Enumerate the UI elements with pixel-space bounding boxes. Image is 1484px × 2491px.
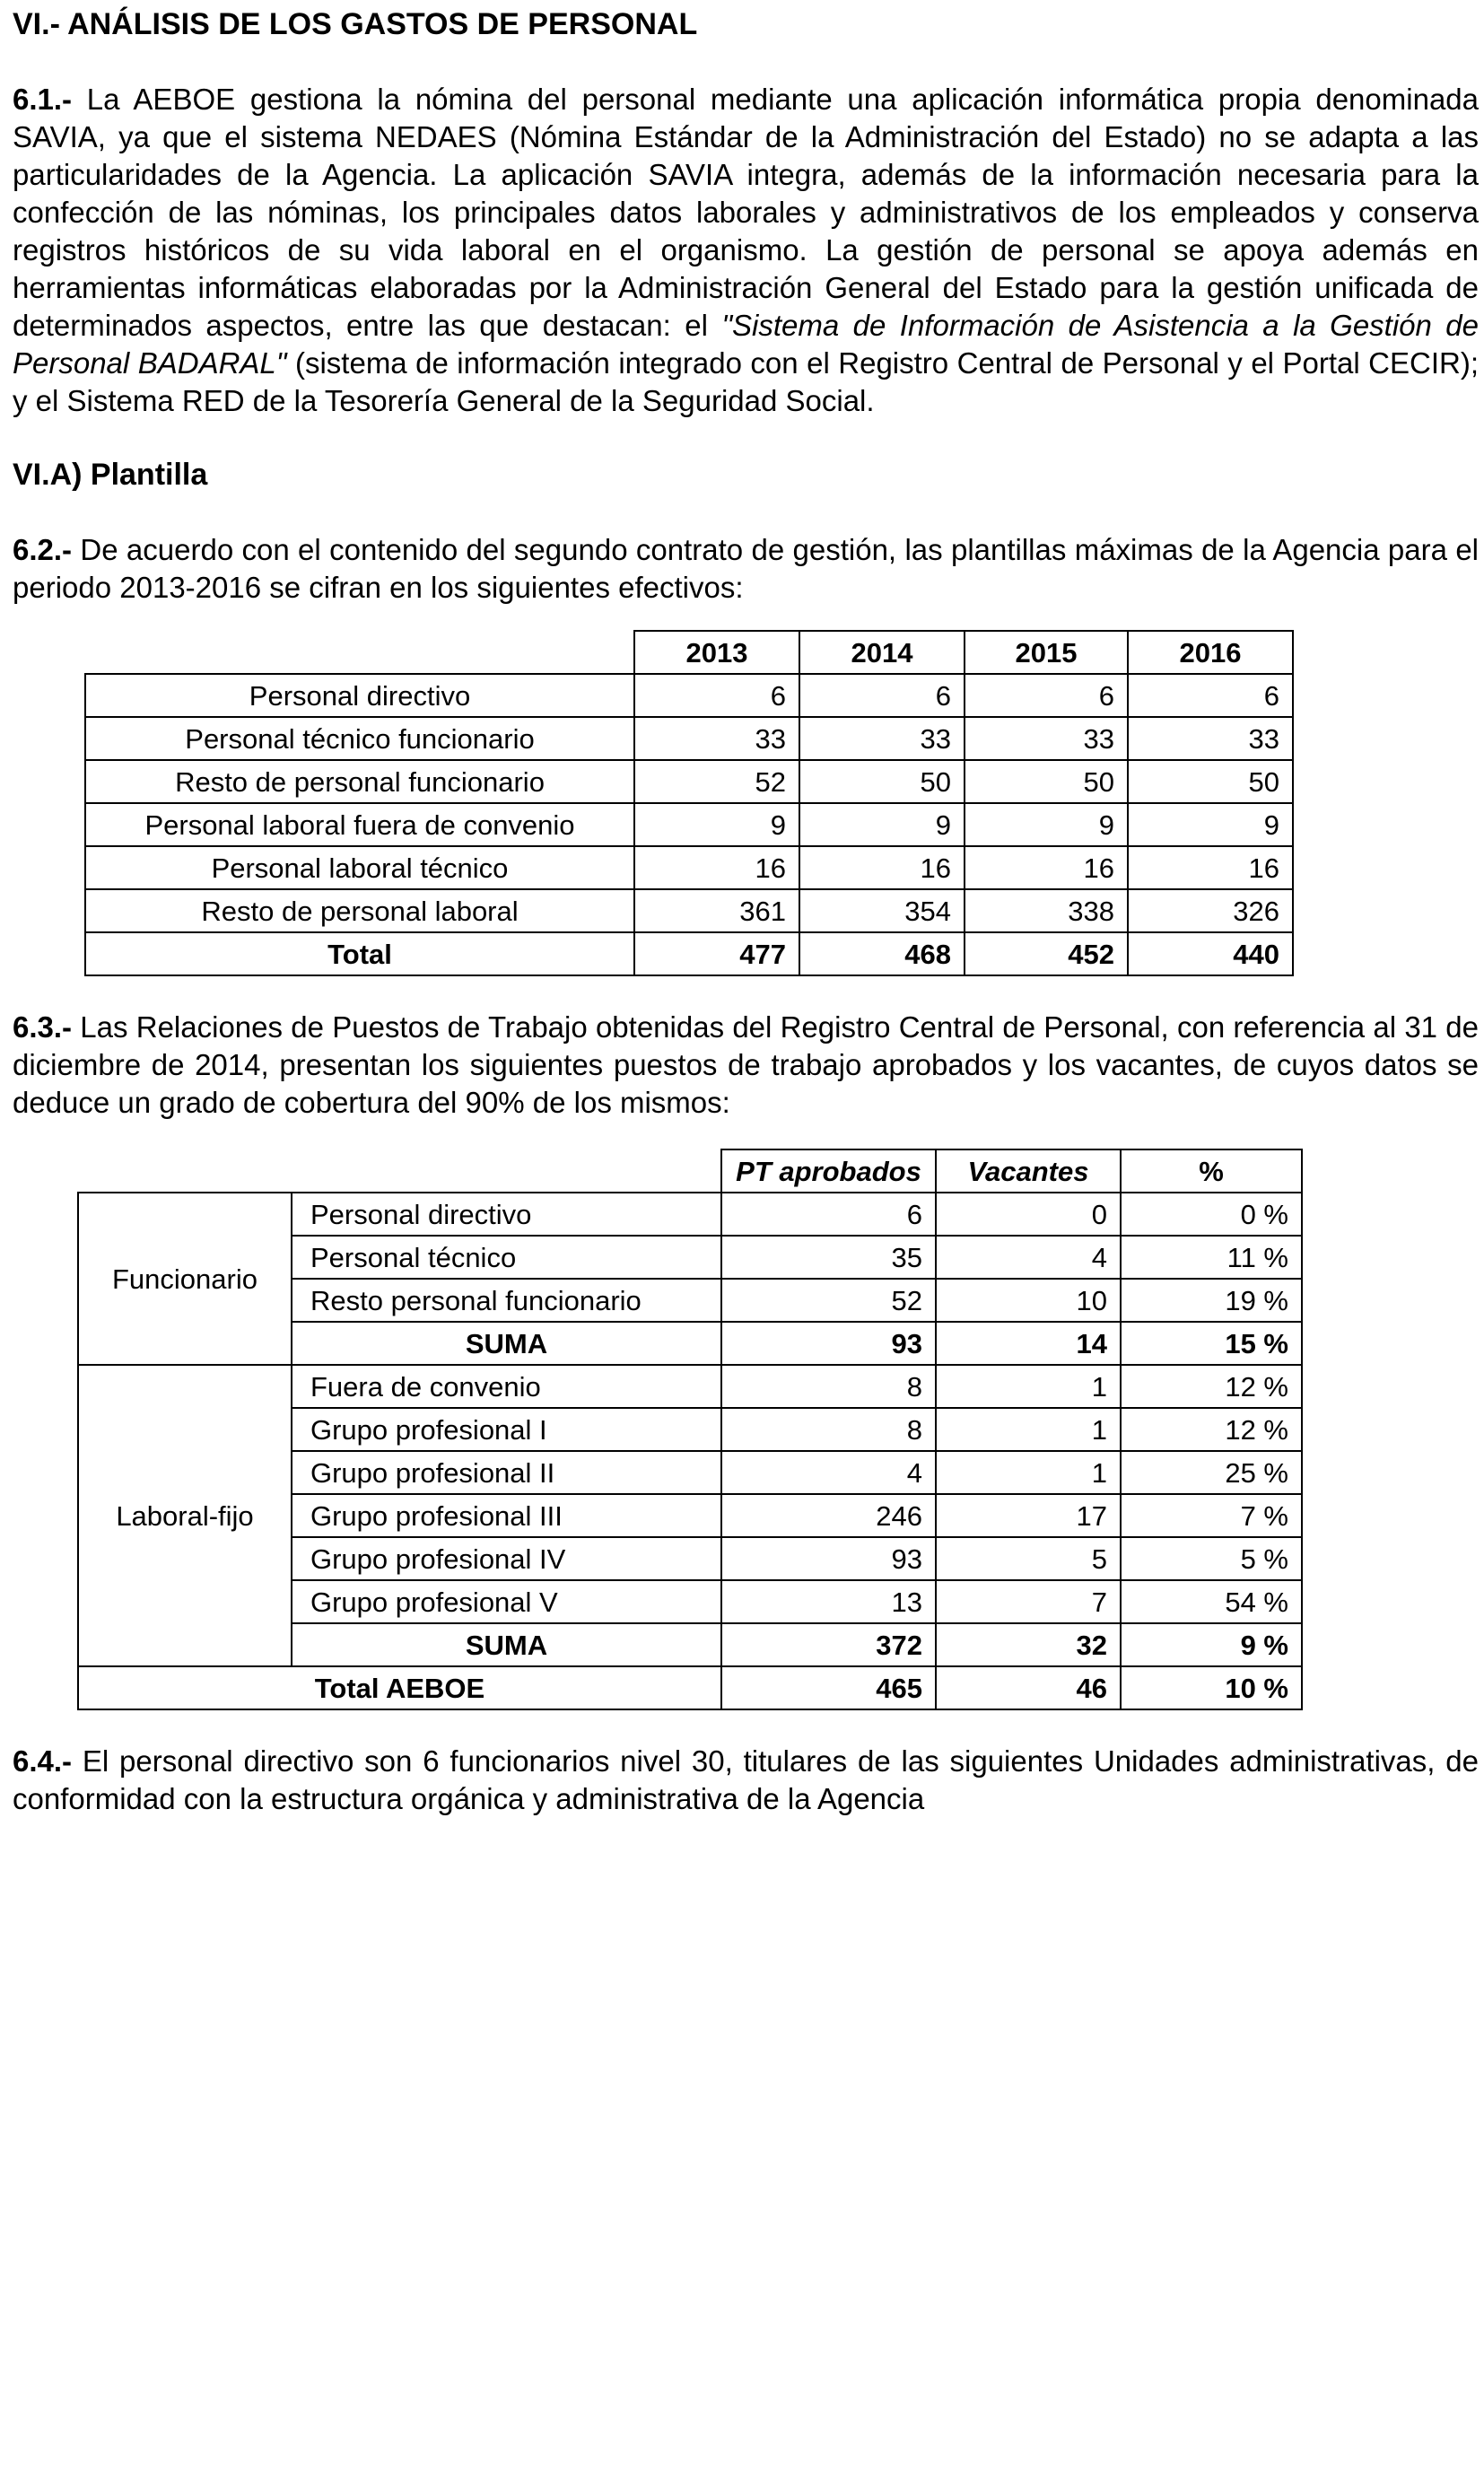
- cell-value: 9: [634, 803, 799, 846]
- total-value: 452: [965, 932, 1128, 975]
- row-label: Grupo profesional I: [292, 1408, 721, 1451]
- percent-value: 0 %: [1121, 1193, 1302, 1236]
- row-label: Grupo profesional IV: [292, 1537, 721, 1580]
- paragraph-6-4: [13, 1743, 1479, 1818]
- pt-aprobados-value: 8: [721, 1408, 936, 1451]
- pt-aprobados-value: 35: [721, 1236, 936, 1279]
- sum-pt-value: 372: [721, 1623, 936, 1666]
- vacantes-value: 1: [936, 1365, 1121, 1408]
- row-label: Personal laboral fuera de convenio: [85, 803, 634, 846]
- total-value: 468: [799, 932, 965, 975]
- table-header-row: [85, 631, 1293, 674]
- cell-value: 6: [965, 674, 1128, 717]
- paragraph-number: 6.1.-: [13, 83, 73, 116]
- row-label: Personal directivo: [292, 1193, 721, 1236]
- paragraph-6-2: [13, 531, 1479, 607]
- year-header: 2015: [965, 631, 1128, 674]
- vacantes-value: 17: [936, 1494, 1121, 1537]
- cell-value: 33: [799, 717, 965, 760]
- paragraph-text: (sistema de información integrado con el Registro Central de Personal y el Portal CECIR); y el Sistema RED de la Tesorería General de la Seguridad Social.: [13, 346, 1479, 417]
- table-row: [78, 1193, 1302, 1236]
- year-header: 2016: [1128, 631, 1293, 674]
- paragraph-number: 6.3.-: [13, 1010, 73, 1044]
- vacantes-value: 10: [936, 1279, 1121, 1322]
- group-label: Funcionario: [78, 1193, 292, 1365]
- vacantes-value: 7: [936, 1580, 1121, 1623]
- row-label: Resto personal funcionario: [292, 1279, 721, 1322]
- pt-aprobados-value: 52: [721, 1279, 936, 1322]
- paragraph-text: El personal directivo son 6 funcionarios nivel 30, titulares de las siguientes Unidades administrativas, de conformidad con la estructura orgánica y administrativa de la Agencia: [13, 1744, 1479, 1815]
- vacantes-value: 4: [936, 1236, 1121, 1279]
- paragraph-text: De acuerdo con el contenido del segundo contrato de gestión, las plantillas máximas de la Agencia para el periodo 2013-2016 se cifran en los siguientes efectivos:: [13, 533, 1479, 604]
- percent-value: 19 %: [1121, 1279, 1302, 1322]
- paragraph-6-3: [13, 1009, 1479, 1122]
- cell-value: 50: [965, 760, 1128, 803]
- total-value: 477: [634, 932, 799, 975]
- sum-vacantes-value: 14: [936, 1322, 1121, 1365]
- percent-value: 5 %: [1121, 1537, 1302, 1580]
- pt-aprobados-value: 93: [721, 1537, 936, 1580]
- cell-value: 9: [799, 803, 965, 846]
- percent-value: 25 %: [1121, 1451, 1302, 1494]
- cell-value: 361: [634, 889, 799, 932]
- table-row: [85, 674, 1293, 717]
- vacantes-value: 0: [936, 1193, 1121, 1236]
- table-header-row: [78, 1149, 1302, 1193]
- section-title: VI.- ANÁLISIS DE LOS GASTOS DE PERSONAL: [13, 7, 698, 41]
- total-vacantes-value: 46: [936, 1666, 1121, 1709]
- pt-aprobados-value: 6: [721, 1193, 936, 1236]
- paragraph-text: La AEBOE gestiona la nómina del personal mediante una aplicación informática propia denominada SAVIA, ya que el sistema NEDAES (Nómina Estándar de la Administración del Estado) no se adapta a las particularidades de la Agencia. La aplicación SAVIA integra, además de la información necesaria para la confección de las nóminas, los principales datos laborales y administrativos de los empleados y conserva registros históricos de su vida laboral en el organismo. La gestión de personal se apoya además en herramientas informáticas elaboradas por la Administración General del Estado para la gestión unificada de determinados aspectos, entre las que destacan: el: [13, 83, 1479, 342]
- paragraph-6-1: [13, 81, 1479, 420]
- staffing-table: [84, 630, 1294, 976]
- pt-aprobados-value: 13: [721, 1580, 936, 1623]
- table-row: [85, 760, 1293, 803]
- vacantes-value: 1: [936, 1408, 1121, 1451]
- cell-value: 16: [799, 846, 965, 889]
- total-row: [78, 1666, 1302, 1709]
- table-row: [85, 846, 1293, 889]
- percent-value: 11 %: [1121, 1236, 1302, 1279]
- total-label: Total: [85, 932, 634, 975]
- paragraph-number: 6.4.-: [13, 1744, 73, 1778]
- vacantes-value: 1: [936, 1451, 1121, 1494]
- subsection-title: VI.A) Plantilla: [13, 458, 208, 492]
- row-label: Grupo profesional II: [292, 1451, 721, 1494]
- vacantes-header: Vacantes: [936, 1149, 1121, 1193]
- total-row: [85, 932, 1293, 975]
- paragraph-text: Las Relaciones de Puestos de Trabajo obtenidas del Registro Central de Personal, con referencia al 31 de diciembre de 2014, presentan los siguientes puestos de trabajo aprobados y los vacantes, de cuyos datos se deduce un grado de cobertura del 90% de los mismos:: [13, 1010, 1479, 1119]
- cell-value: 52: [634, 760, 799, 803]
- pt-aprobados-value: 8: [721, 1365, 936, 1408]
- cell-value: 354: [799, 889, 965, 932]
- cell-value: 6: [634, 674, 799, 717]
- cell-value: 33: [1128, 717, 1293, 760]
- sum-label: SUMA: [292, 1322, 721, 1365]
- table-row: [78, 1365, 1302, 1408]
- row-label: Resto de personal laboral: [85, 889, 634, 932]
- group-label: Laboral-fijo: [78, 1365, 292, 1666]
- paragraph-number: 6.2.-: [13, 533, 73, 566]
- total-value: 440: [1128, 932, 1293, 975]
- sum-pt-value: 93: [721, 1322, 936, 1365]
- row-label: Resto de personal funcionario: [85, 760, 634, 803]
- percent-value: 12 %: [1121, 1365, 1302, 1408]
- sum-label: SUMA: [292, 1623, 721, 1666]
- cell-value: 6: [799, 674, 965, 717]
- cell-value: 16: [634, 846, 799, 889]
- vacantes-value: 5: [936, 1537, 1121, 1580]
- empty-corner-cell: [78, 1149, 721, 1193]
- row-label: Personal laboral técnico: [85, 846, 634, 889]
- cell-value: 326: [1128, 889, 1293, 932]
- table-row: [85, 717, 1293, 760]
- sum-percent-value: 15 %: [1121, 1322, 1302, 1365]
- table-row: [85, 803, 1293, 846]
- document-page: [13, 5, 1479, 1818]
- cell-value: 9: [1128, 803, 1293, 846]
- row-label: Fuera de convenio: [292, 1365, 721, 1408]
- cell-value: 50: [799, 760, 965, 803]
- percent-value: 12 %: [1121, 1408, 1302, 1451]
- row-label: Personal técnico: [292, 1236, 721, 1279]
- year-header: 2014: [799, 631, 965, 674]
- total-pt-value: 465: [721, 1666, 936, 1709]
- sum-percent-value: 9 %: [1121, 1623, 1302, 1666]
- paragraph-italic-text: "Sistema de Información de Asistencia a la Gestión de Personal BADARAL": [13, 309, 1480, 380]
- empty-corner-cell: [85, 631, 634, 674]
- row-label: Grupo profesional V: [292, 1580, 721, 1623]
- table-row: [85, 889, 1293, 932]
- cell-value: 9: [965, 803, 1128, 846]
- pt-aprobados-value: 246: [721, 1494, 936, 1537]
- percent-value: 7 %: [1121, 1494, 1302, 1537]
- positions-table: [77, 1149, 1303, 1710]
- pt-aprobados-value: 4: [721, 1451, 936, 1494]
- row-label: Grupo profesional III: [292, 1494, 721, 1537]
- row-label: Personal técnico funcionario: [85, 717, 634, 760]
- cell-value: 33: [965, 717, 1128, 760]
- cell-value: 16: [965, 846, 1128, 889]
- year-header: 2013: [634, 631, 799, 674]
- cell-value: 50: [1128, 760, 1293, 803]
- cell-value: 16: [1128, 846, 1293, 889]
- total-label: Total AEBOE: [78, 1666, 721, 1709]
- pt-aprobados-header: PT aprobados: [721, 1149, 936, 1193]
- cell-value: 6: [1128, 674, 1293, 717]
- row-label: Personal directivo: [85, 674, 634, 717]
- cell-value: 338: [965, 889, 1128, 932]
- cell-value: 33: [634, 717, 799, 760]
- sum-vacantes-value: 32: [936, 1623, 1121, 1666]
- percent-value: 54 %: [1121, 1580, 1302, 1623]
- total-percent-value: 10 %: [1121, 1666, 1302, 1709]
- percent-header: %: [1121, 1149, 1302, 1193]
